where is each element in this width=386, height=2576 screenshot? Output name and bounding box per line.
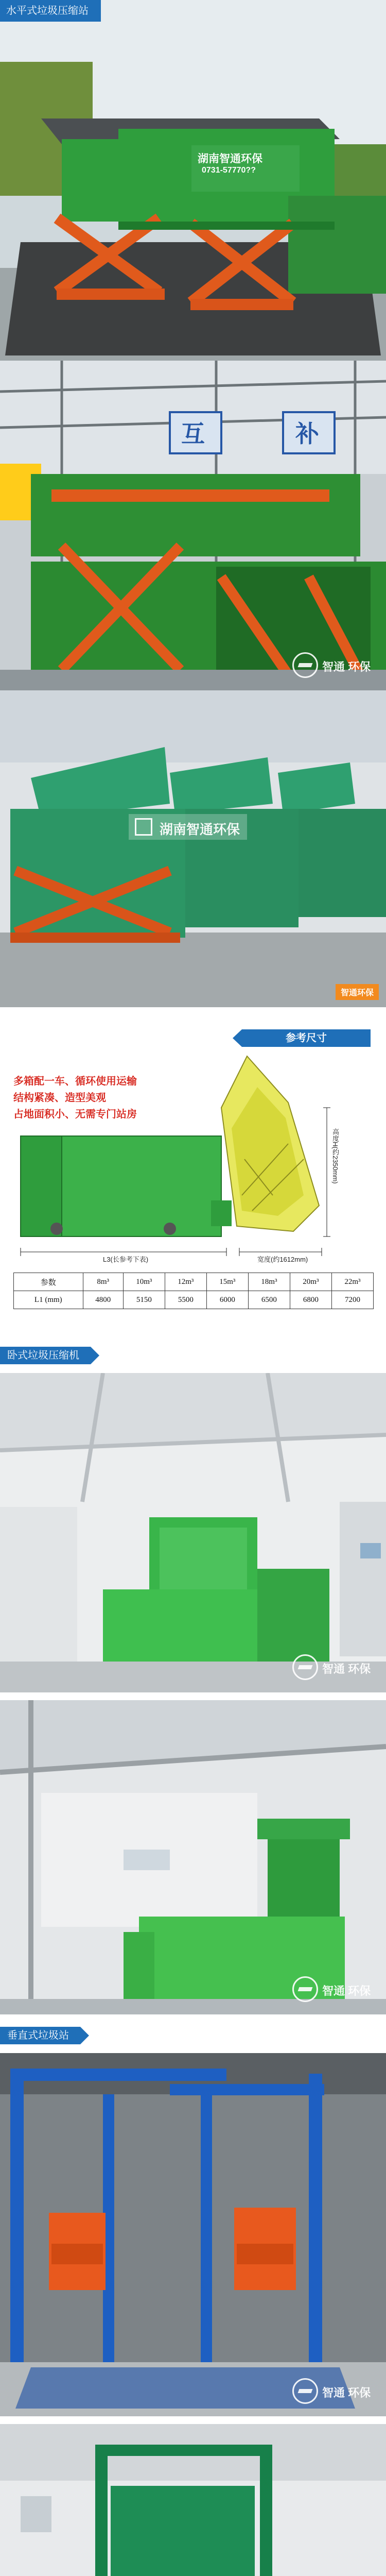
table-cell: 10m³ xyxy=(123,1273,165,1291)
watermark-overlay xyxy=(129,814,247,840)
table-cell: 18m³ xyxy=(248,1273,290,1291)
table-cell: 15m³ xyxy=(206,1273,248,1291)
photo-horizontal-station xyxy=(0,0,386,361)
watermark-logo-icon xyxy=(135,818,152,836)
size-table-header-row xyxy=(14,1273,374,1291)
photo-vertical-station-image xyxy=(0,2053,386,2416)
zhitong-logo-icon xyxy=(292,652,318,678)
table-cell: 6800 xyxy=(290,1291,331,1309)
photo-horizontal-compressor xyxy=(0,1373,386,1692)
feature-line-1: 多箱配一车、循环使用运输 xyxy=(13,1076,137,1087)
zhitong-logo-icon xyxy=(292,2378,318,2404)
section-banner-vertical xyxy=(0,2020,386,2050)
table-cell: 5500 xyxy=(165,1291,206,1309)
sign-character-left: 互 xyxy=(181,420,205,447)
table-cell: 22m³ xyxy=(331,1273,373,1291)
container-diagram xyxy=(0,1025,386,1273)
size-table-row xyxy=(14,1291,374,1309)
table-cell: L1 (mm) xyxy=(14,1291,83,1309)
feature-line-2: 结构紧凑、造型美观 xyxy=(13,1092,106,1104)
dimension-height-label: 高度H(约2350mm) xyxy=(331,1128,339,1184)
watermark-text: 智通 环保 xyxy=(322,660,371,673)
table-cell: 参数 xyxy=(14,1273,83,1291)
watermark-text: 智通 环保 xyxy=(322,1985,371,1997)
section-banner-horizontal-machine xyxy=(0,1340,386,1370)
table-cell: 20m³ xyxy=(290,1273,331,1291)
section-tag-horizontal-machine: 卧式垃圾压缩机 xyxy=(0,1347,91,1364)
watermark-zhitong xyxy=(292,650,375,681)
table-cell: 7200 xyxy=(331,1291,373,1309)
watermark-company: 湖南智通环保 xyxy=(160,822,240,837)
photo-horizontal-station-image xyxy=(0,0,386,361)
corner-brand-tag: 智通环保 xyxy=(336,984,379,1000)
photo-horizontal-compressor-2-image xyxy=(0,1700,386,2014)
table-cell: 5150 xyxy=(123,1291,165,1309)
sign-company-name: 湖南智通环保 xyxy=(198,153,262,165)
photo-vertical-station-green xyxy=(0,2424,386,2576)
feature-line-3: 占地面积小、无需专门站房 xyxy=(13,1109,137,1120)
dimension-length-label: L3(长参考下表) xyxy=(103,1256,149,1263)
sign-character-right: 补 xyxy=(295,420,319,447)
photo-vertical-station xyxy=(0,2053,386,2416)
watermark-zhitong xyxy=(292,1652,375,1683)
photo-workshop-image xyxy=(0,361,386,690)
zhitong-logo-icon xyxy=(292,1976,318,2002)
section-tag-vertical: 垂直式垃圾站 xyxy=(0,2027,80,2044)
table-cell: 4800 xyxy=(83,1291,123,1309)
watermark-zhitong xyxy=(292,1974,375,2005)
table-cell: 6500 xyxy=(248,1291,290,1309)
reference-size-section xyxy=(0,1025,386,1324)
photo-horizontal-compressor-2 xyxy=(0,1700,386,2014)
table-cell: 6000 xyxy=(206,1291,248,1309)
sign-phone: 0731-57770?? xyxy=(202,166,256,175)
photo-workshop-containers xyxy=(0,361,386,690)
table-cell: 12m³ xyxy=(165,1273,206,1291)
zhitong-logo-icon xyxy=(292,1654,318,1680)
dimension-width-label: 宽度(约1612mm) xyxy=(257,1256,308,1263)
section-tag-horizontal-station: 水平式垃圾压缩站 xyxy=(0,0,101,22)
watermark-text: 智通 环保 xyxy=(322,2386,371,2399)
photo-containers-image xyxy=(0,690,386,1007)
watermark-text: 智通 环保 xyxy=(322,1663,371,1675)
watermark-zhitong xyxy=(292,2376,375,2407)
photo-vertical-station-green-image xyxy=(0,2424,386,2576)
size-table xyxy=(13,1273,374,1309)
photo-horizontal-compressor-image xyxy=(0,1373,386,1692)
table-cell: 8m³ xyxy=(83,1273,123,1291)
photo-containers-row xyxy=(0,690,386,1007)
reference-size-title: 参考尺寸 xyxy=(242,1029,371,1047)
